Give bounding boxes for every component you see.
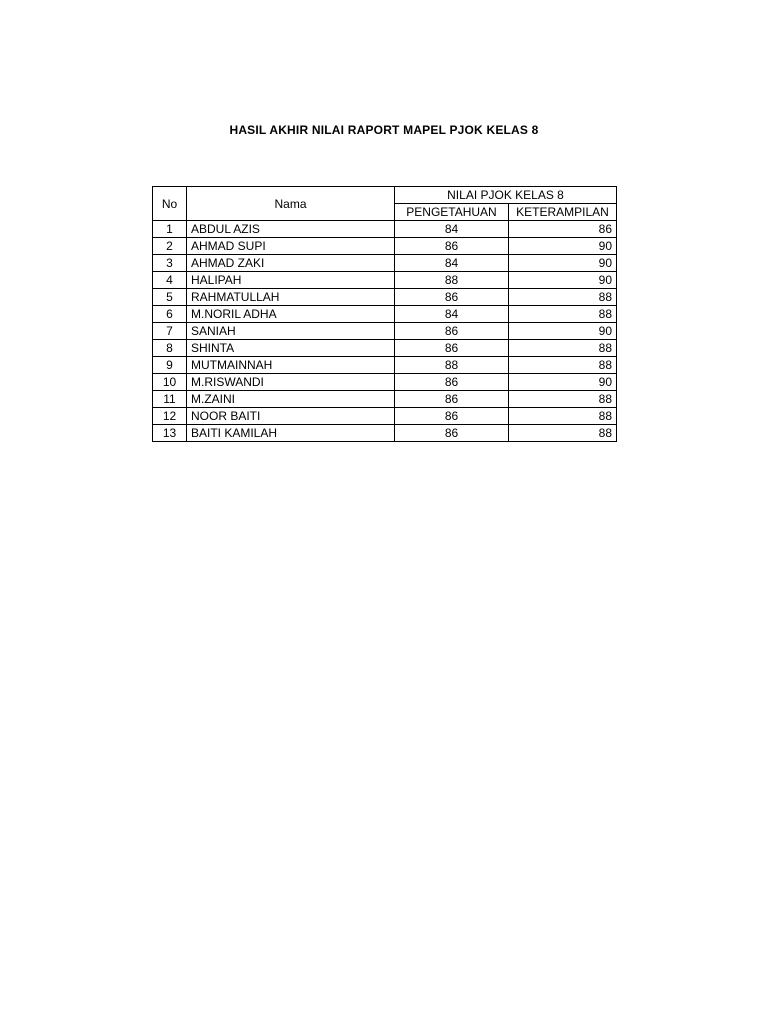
keterampilan-score-cell: 88 (509, 425, 617, 442)
student-name-cell: AHMAD SUPI (187, 238, 395, 255)
keterampilan-score-cell: 88 (509, 408, 617, 425)
table-header (153, 187, 617, 221)
pengetahuan-score-cell: 86 (395, 425, 509, 442)
keterampilan-score-cell: 90 (509, 323, 617, 340)
header-no: No (153, 187, 187, 221)
table-row (153, 323, 617, 340)
row-number-cell: 2 (153, 238, 187, 255)
table-row (153, 340, 617, 357)
pengetahuan-score-cell: 86 (395, 238, 509, 255)
keterampilan-score-cell: 90 (509, 238, 617, 255)
pengetahuan-score-cell: 86 (395, 323, 509, 340)
row-number-cell: 9 (153, 357, 187, 374)
pengetahuan-score-cell: 88 (395, 272, 509, 289)
row-number-cell: 11 (153, 391, 187, 408)
table-row (153, 408, 617, 425)
header-keterampilan: KETERAMPILAN (509, 204, 617, 221)
table-row (153, 255, 617, 272)
keterampilan-score-cell: 88 (509, 340, 617, 357)
row-number-cell: 7 (153, 323, 187, 340)
table-row (153, 357, 617, 374)
student-name-cell: SHINTA (187, 340, 395, 357)
student-name-cell: BAITI KAMILAH (187, 425, 395, 442)
keterampilan-score-cell: 86 (509, 221, 617, 238)
row-number-cell: 13 (153, 425, 187, 442)
keterampilan-score-cell: 90 (509, 272, 617, 289)
pengetahuan-score-cell: 84 (395, 306, 509, 323)
student-name-cell: MUTMAINNAH (187, 357, 395, 374)
row-number-cell: 8 (153, 340, 187, 357)
row-number-cell: 3 (153, 255, 187, 272)
header-pengetahuan: PENGETAHUAN (395, 204, 509, 221)
document-title: HASIL AKHIR NILAI RAPORT MAPEL PJOK KELAS 8 (229, 123, 539, 137)
table-row (153, 289, 617, 306)
keterampilan-score-cell: 88 (509, 306, 617, 323)
pengetahuan-score-cell: 86 (395, 408, 509, 425)
student-name-cell: M.ZAINI (187, 391, 395, 408)
student-name-cell: ABDUL AZIS (187, 221, 395, 238)
pengetahuan-score-cell: 84 (395, 221, 509, 238)
student-name-cell: M.NORIL ADHA (187, 306, 395, 323)
row-number-cell: 10 (153, 374, 187, 391)
table-row (153, 221, 617, 238)
table-row (153, 272, 617, 289)
table-row (153, 391, 617, 408)
table-row (153, 374, 617, 391)
pengetahuan-score-cell: 86 (395, 391, 509, 408)
table-row (153, 238, 617, 255)
table-row (153, 425, 617, 442)
row-number-cell: 6 (153, 306, 187, 323)
student-name-cell: M.RISWANDI (187, 374, 395, 391)
row-number-cell: 12 (153, 408, 187, 425)
student-name-cell: RAHMATULLAH (187, 289, 395, 306)
header-nilai-group: NILAI PJOK KELAS 8 (395, 187, 617, 204)
header-nama: Nama (187, 187, 395, 221)
keterampilan-score-cell: 88 (509, 357, 617, 374)
keterampilan-score-cell: 90 (509, 255, 617, 272)
row-number-cell: 4 (153, 272, 187, 289)
keterampilan-score-cell: 88 (509, 391, 617, 408)
grades-table (152, 186, 617, 442)
table-row (153, 306, 617, 323)
pengetahuan-score-cell: 86 (395, 374, 509, 391)
table-body (153, 221, 617, 442)
header-row-top (153, 187, 617, 204)
row-number-cell: 1 (153, 221, 187, 238)
student-name-cell: NOOR BAITI (187, 408, 395, 425)
pengetahuan-score-cell: 88 (395, 357, 509, 374)
keterampilan-score-cell: 88 (509, 289, 617, 306)
pengetahuan-score-cell: 86 (395, 289, 509, 306)
pengetahuan-score-cell: 84 (395, 255, 509, 272)
keterampilan-score-cell: 90 (509, 374, 617, 391)
pengetahuan-score-cell: 86 (395, 340, 509, 357)
row-number-cell: 5 (153, 289, 187, 306)
student-name-cell: HALIPAH (187, 272, 395, 289)
student-name-cell: AHMAD ZAKI (187, 255, 395, 272)
student-name-cell: SANIAH (187, 323, 395, 340)
